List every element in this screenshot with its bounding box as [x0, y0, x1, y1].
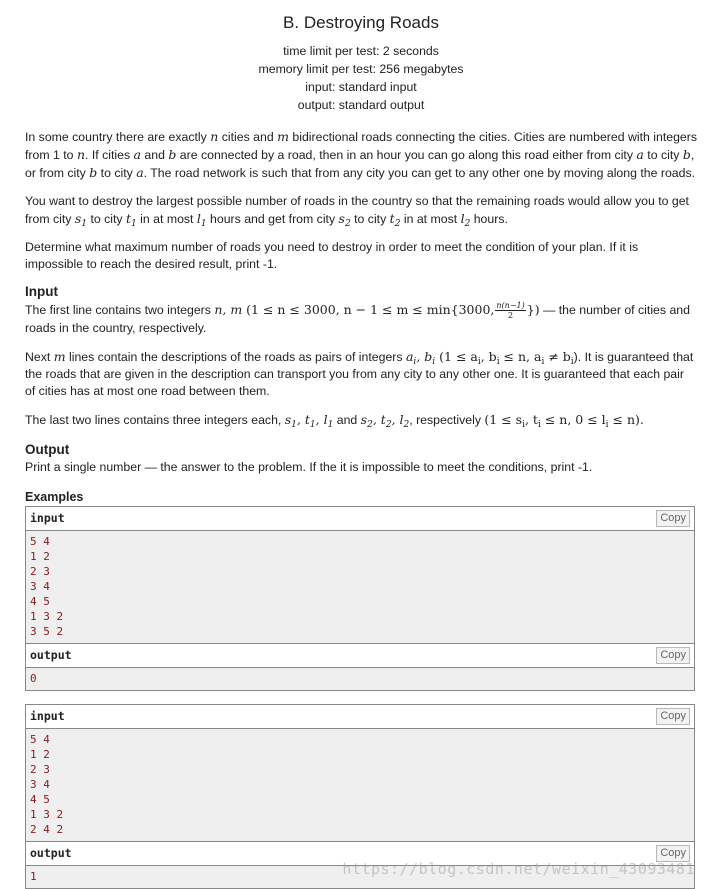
code-line: 1: [30, 870, 37, 884]
code-line: 3 4: [30, 580, 50, 594]
copy-button[interactable]: Copy: [656, 845, 690, 862]
problem-title: B. Destroying Roads: [283, 13, 439, 32]
example-1-output-body: [26, 668, 694, 690]
code-line: 2 3: [30, 565, 50, 579]
input-line-2: Next m lines contain the descriptions of the roads as pairs of integers $a_i$, $b_i$ ($1 \le a_i$, $b_i \le n$, $a_i \ne b_i$). It is guaranteed that the roads that are given in the description can transport you from any city to any other one. It is guaranteed that each pair of cities has at most one road between them.: [25, 349, 694, 399]
blog-watermark: https://blog.csdn.net/weixin_43093481: [342, 860, 695, 878]
example-input-label: input: [30, 511, 65, 526]
code-line: 2 3: [30, 763, 50, 777]
memory-limit: memory limit per test: 256 megabytes: [258, 62, 464, 76]
example-1: [25, 506, 695, 691]
statement-paragraph-2: You want to destroy the largest possible number of roads in the country so that the remaining roads would allow you to get from city $s_1$ to city $t_1$ in at most $l_1$ hours and get from city $s_2$ to city $t_2$ in at most $l_2$ hours.: [25, 194, 689, 229]
code-line: 1 2: [30, 748, 50, 762]
code-line: 5 4: [30, 733, 50, 747]
output-section-title: Output: [25, 442, 70, 458]
copy-button[interactable]: Copy: [656, 647, 690, 664]
code-line: 2 4 2: [30, 823, 64, 837]
output-description: Print a single number — the answer to the problem. If the it is impossible to meet the conditions, print -1.: [25, 460, 593, 475]
problem-page: [25, 0, 697, 889]
copy-button[interactable]: Copy: [656, 708, 690, 725]
example-output-label: output: [30, 846, 72, 861]
example-input-label: input: [30, 709, 65, 724]
example-2-input: [26, 705, 694, 841]
problem-limits: [25, 42, 697, 114]
code-line: 4 5: [30, 793, 50, 807]
code-line: 1 3 2: [30, 610, 64, 624]
example-output-label: output: [30, 648, 72, 663]
statement-paragraph-3: Determine what maximum number of roads you need to destroy in order to meet the condition of your plan. If it is impossible to reach the desired result, print -1.: [25, 240, 639, 271]
fraction-n-n-1-over-2: $\frac{n(n-1)}{2}$: [496, 301, 525, 321]
example-1-input: [26, 507, 694, 643]
example-2-input-body: [26, 729, 694, 841]
code-line: 1 3 2: [30, 808, 64, 822]
output-source: output: standard output: [297, 98, 425, 112]
copy-button[interactable]: Copy: [656, 510, 690, 527]
input-section-title: Input: [25, 284, 58, 299]
examples-title: Examples: [25, 490, 84, 505]
code-line: 3 5 2: [30, 625, 64, 639]
statement-paragraph-1: In some country there are exactly n cities and m bidirectional roads connecting the cities. Cities are numbered with integers from 1 to n. If cities a and b are connected by a road, then in an hour you can go along this road either from city a to city b, or from city b to city a. The road network is such that from any city you can get to any other one by moving along the roads.: [25, 129, 698, 180]
code-line: 0: [30, 672, 37, 686]
input-line-3: The last two lines contains three integers each, $s_1$, $t_1$, $l_1$ and $s_2$, $t_2$, $l_2$, respectively ($1 \le s_i$, $t_i \le n$, $0 \le l_i \le n$).: [25, 412, 644, 431]
code-line: 1 2: [30, 550, 50, 564]
example-1-output: [26, 643, 694, 690]
input-source: input: standard input: [305, 80, 417, 94]
problem-header: [25, 12, 697, 114]
input-line-1: The first line contains two integers n, m (1 ≤ n ≤ 3000, n − 1 ≤ m ≤ min{3000, $\frac{n(n-1)}{2}$ }) — the number of cities and roads in the country, respectively.: [25, 301, 690, 336]
code-line: 4 5: [30, 595, 50, 609]
time-limit: time limit per test: 2 seconds: [283, 44, 439, 58]
code-line: 5 4: [30, 535, 50, 549]
code-line: 3 4: [30, 778, 50, 792]
example-1-input-body: [26, 531, 694, 643]
